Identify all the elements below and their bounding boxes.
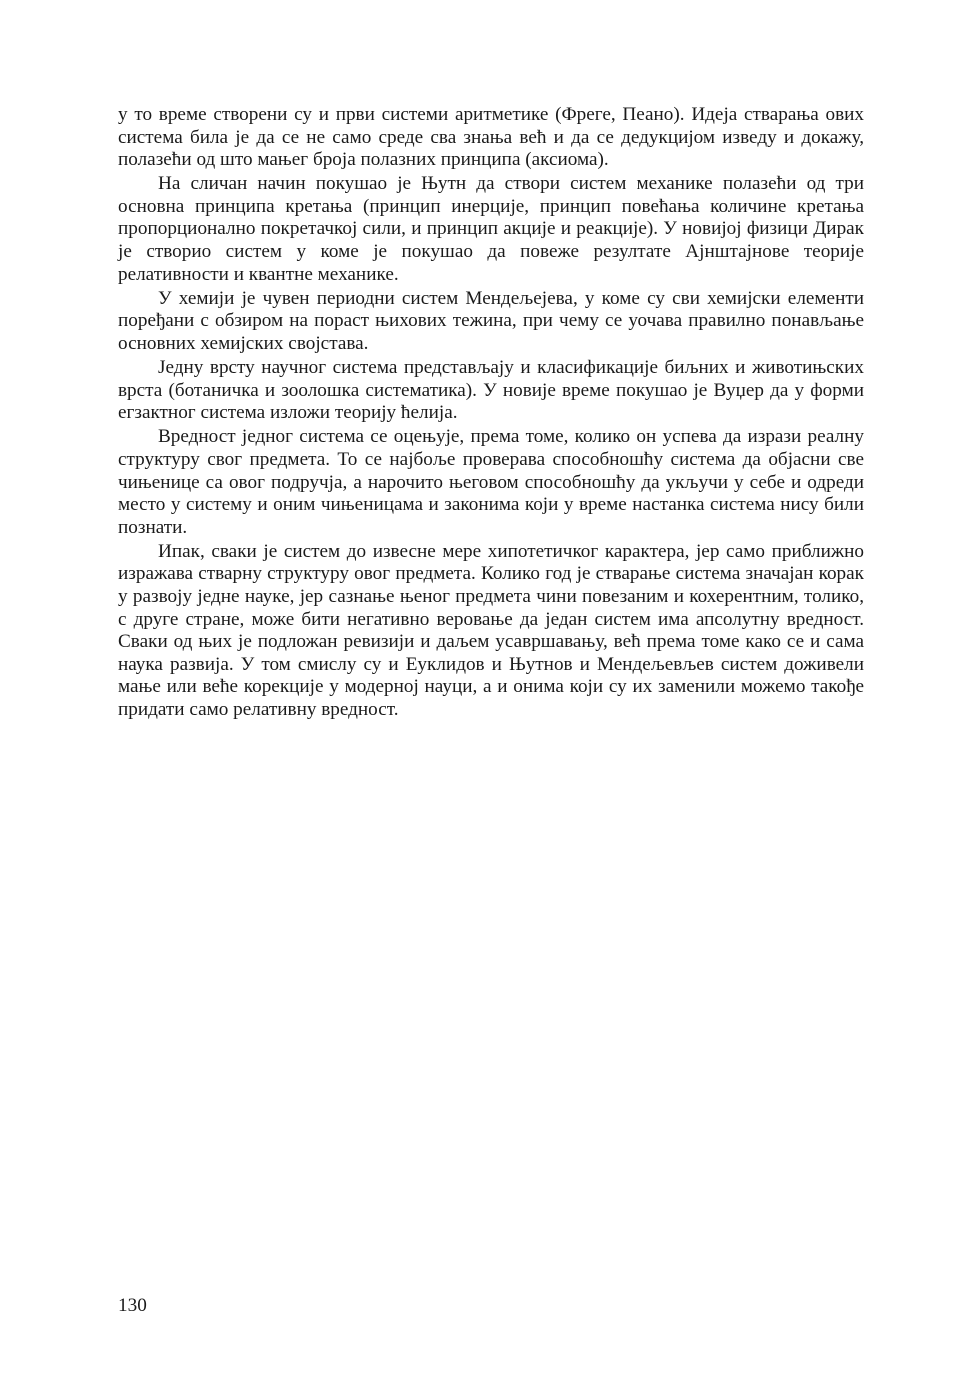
paragraph-newton: На сличан начин покушао је Њутн да створи систем механике полазећи од три основна принципа кретања (принцип инерције, принцип повећања количине кретања пропорционално покретачкој сили, и принцип акције и реакције). У новијој физици Дирак је створио систем у коме је покушао да повеже резултате Ајнштајнове теорије релативности и квантне механике. xyxy=(118,173,864,285)
paragraph-continuation: у то време створени су и први системи аритметике (Фреге, Пеано). Идеја стварања ових система била је да се не само среде сва знања већ и да се дедукцијом изведу и докажу, полазећи од што мањег броја полазних принципа (аксиома). xyxy=(118,104,864,171)
paragraph-mendeleev: У хемији је чувен периодни систем Мендељејева, у коме су сви хемијски елементи поређани с обзиром на пораст њихових тежина, при чему се уочава правилно понављање основних хемијских својстава. xyxy=(118,287,864,354)
paragraph-classification: Једну врсту научног система представљају и класификације биљних и животињских врста (ботаничка и зоолошка систематика). У новије време покушао је Вуџер да у форми егзактног система изложи теорију ћелија. xyxy=(118,357,864,424)
page-number: 130 xyxy=(118,1295,147,1316)
body-text xyxy=(118,104,864,723)
paragraph-system-value: Вредност једног система се оцењује, према томе, колико он успева да изрази реалну структуру свог предмета. То се најбоље проверава способношћу система да објасни све чињенице са овог подручја, а нарочито његовом способношћу да укључи у себе и одреди место у систему и оним чињеницама и законима који у време настанка система нису били познати. xyxy=(118,426,864,538)
paragraph-hypothetical: Ипак, сваки је систем до извесне мере хипотетичког карактера, јер само приближно изражава стварну структуру овог предмета. Колико год је стварање система значајан корак у развоју једне науке, јер сазнање њеног предмета чини повезаним и кохерентним, толико, с друге стране, може бити негативно веровање да један систем има апсолутну вредност. Сваки од њих је подложан ревизији и даљем усавршавању, већ према томе како се и сама наука развија. У том смислу су и Еуклидов и Њутнов и Мендељевљев систем доживели мање или веће корекције у модерној науци, а и онима који су их заменили можемо такође придати само релативну вредност. xyxy=(118,540,864,720)
